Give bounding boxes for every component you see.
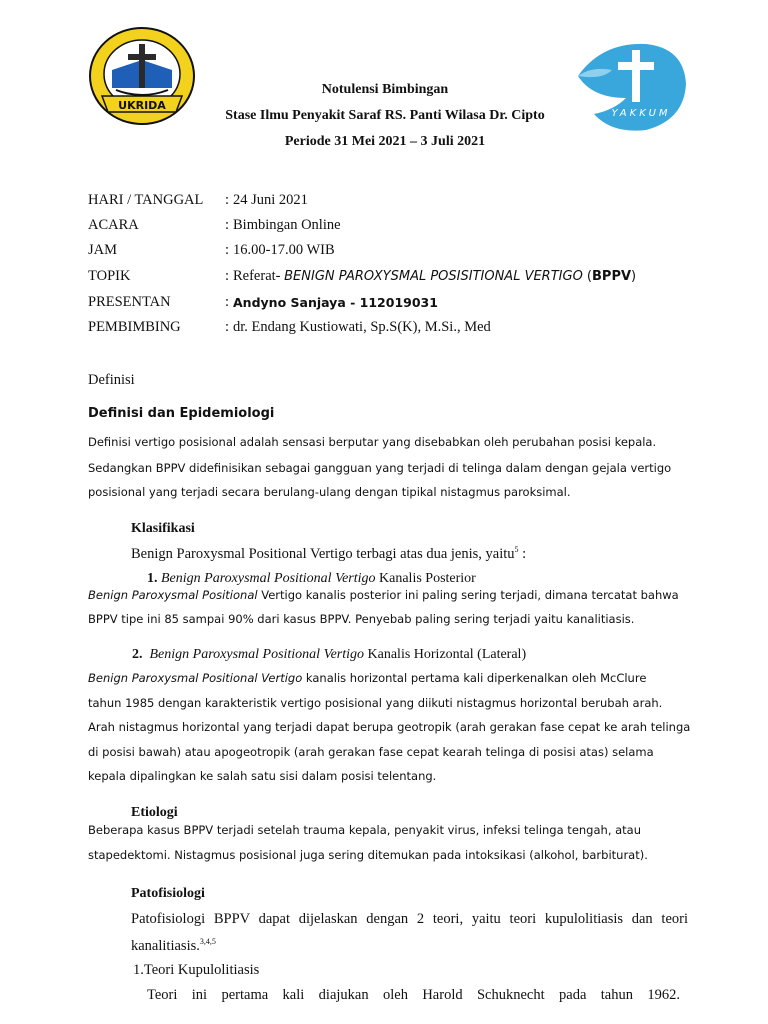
item1-line-2: BPPV tipe ini 85 sampai 90% dari kasus BPPV. Penyebab paling sering terjadi yaitu kanalitiasis. bbox=[88, 612, 635, 626]
acara-label: ACARA bbox=[88, 217, 139, 233]
ukrida-logo-text: UKRIDA bbox=[118, 99, 166, 112]
hari-colon: : bbox=[225, 192, 230, 208]
item2-line-3: Arah nistagmus horizontal yang terjadi dapat berupa geotropik (arah gerakan fase cepat ke arah telinga bbox=[88, 720, 691, 734]
patofisiologi-line-2-sup: 3,4,5 bbox=[199, 937, 216, 946]
pembimbing-label: PEMBIMBING bbox=[88, 319, 181, 335]
item2-num: 2. bbox=[132, 647, 143, 662]
definisi-heading: Definisi dan Epidemiologi bbox=[88, 406, 275, 421]
presentan-value: Andyno Sanjaya - 112019031 bbox=[233, 295, 438, 310]
header-period: Periode 31 Mei 2021 – 3 Juli 2021 bbox=[284, 134, 486, 149]
topik-bold: BPPV bbox=[592, 269, 632, 284]
etiologi-heading: Etiologi bbox=[131, 805, 178, 820]
item1-line-1-rest: Vertigo kanalis posterior ini paling sering terjadi, dimana tercatat bahwa bbox=[257, 588, 679, 602]
acara-colon: : bbox=[225, 217, 230, 233]
item2-line-5: kepala dipalingkan ke salah satu sisi dalam posisi telentang. bbox=[88, 769, 437, 783]
item1-heading bbox=[147, 571, 476, 587]
item2-line-1-italic: Benign Paroxysmal Positional Vertigo bbox=[88, 671, 303, 685]
header-subtitle: Stase Ilmu Penyakit Saraf RS. Panti Wilasa Dr. Cipto bbox=[225, 108, 545, 123]
hari-value: 24 Juni 2021 bbox=[233, 192, 308, 208]
patofisiologi-line-2-text: kanalitiasis. bbox=[131, 937, 200, 954]
presentan-label: PRESENTAN bbox=[88, 294, 171, 310]
topik-value bbox=[233, 268, 636, 285]
topik-prefix: Referat- bbox=[233, 268, 285, 284]
topik-italic: BENIGN PAROXYSMAL POSISITIONAL VERTIGO bbox=[284, 269, 583, 284]
etiologi-line-1: Beberapa kasus BPPV terjadi setelah trauma kepala, penyakit virus, infeksi telinga tengah, atau bbox=[88, 823, 642, 837]
acara-value: Bimbingan Online bbox=[233, 217, 341, 233]
item1-line-1 bbox=[88, 588, 679, 602]
item2-line-1 bbox=[88, 671, 646, 685]
item2-heading bbox=[132, 647, 526, 663]
item1-rest: Kanalis Posterior bbox=[375, 571, 476, 586]
item1-italic: Benign Paroxysmal Positional Vertigo bbox=[161, 571, 376, 586]
hari-label: HARI / TANGGAL bbox=[88, 192, 204, 208]
topik-label: TOPIK bbox=[88, 268, 131, 284]
topik-close: ) bbox=[631, 269, 637, 284]
klasifikasi-intro-sup: 5 bbox=[514, 545, 519, 554]
definisi-line-1: Definisi vertigo posisional adalah sensasi berputar yang disebabkan oleh perubahan posisi kepala. bbox=[88, 435, 657, 449]
patofisiologi-line-2 bbox=[131, 937, 216, 955]
klasifikasi-heading: Klasifikasi bbox=[131, 521, 195, 536]
item2-line-1-rest: kanalis horizontal pertama kali diperkenalkan oleh McClure bbox=[302, 671, 647, 685]
presentan-colon: : bbox=[225, 294, 230, 310]
topik-colon: : bbox=[225, 268, 230, 284]
pembimbing-value: dr. Endang Kustiowati, Sp.S(K), M.Si., Med bbox=[233, 319, 491, 335]
item2-line-4: di posisi bawah) atau apogeotropik (arah gerakan fase cepat kearah telinga di posisi atas) selama bbox=[88, 745, 654, 759]
patofisiologi-line-1: Patofisiologi BPPV dapat dijelaskan dengan 2 teori, yaitu teori kupulolitiasis dan teori bbox=[131, 911, 688, 927]
item1-num: 1. bbox=[147, 571, 158, 586]
teori-kupulolitiasis-text: Teori ini pertama kali diajukan oleh Harold Schuknecht pada tahun 1962. bbox=[147, 987, 680, 1003]
item2-rest: Kanalis Horizontal (Lateral) bbox=[364, 647, 527, 662]
header-title: Notulensi Bimbingan bbox=[321, 82, 449, 97]
item1-line-1-italic: Benign Paroxysmal Positional bbox=[88, 588, 258, 602]
definisi-title: Definisi bbox=[88, 372, 135, 388]
item2-line-2: tahun 1985 dengan karakteristik vertigo posisional yang diikuti nistagmus horizontal berubah arah. bbox=[88, 696, 663, 710]
klasifikasi-intro-end: : bbox=[518, 545, 527, 562]
teori-kupulolitiasis-heading: 1.Teori Kupulolitiasis bbox=[133, 962, 260, 978]
klasifikasi-intro-text: Benign Paroxysmal Positional Vertigo terbagi atas dua jenis, yaitu bbox=[131, 545, 515, 562]
definisi-line-3: posisional yang terjadi secara berulang-ulang dengan tipikal nistagmus paroksimal. bbox=[88, 485, 571, 499]
klasifikasi-intro bbox=[131, 545, 526, 563]
yakkum-logo-text: YAKKUM bbox=[611, 108, 671, 119]
pembimbing-colon: : bbox=[225, 319, 230, 335]
item2-italic: Benign Paroxysmal Positional Vertigo bbox=[149, 647, 365, 662]
jam-label: JAM bbox=[88, 242, 118, 258]
jam-colon: : bbox=[225, 242, 230, 258]
patofisiologi-heading: Patofisiologi bbox=[131, 886, 205, 901]
etiologi-line-2: stapedektomi. Nistagmus posisional juga sering ditemukan pada intoksikasi (alkohol, barbiturat). bbox=[88, 848, 648, 862]
definisi-line-2: Sedangkan BPPV didefinisikan sebagai gangguan yang terjadi di telinga dalam dengan gejala vertigo bbox=[88, 461, 672, 475]
jam-value: 16.00-17.00 WIB bbox=[233, 242, 335, 258]
topik-open: ( bbox=[582, 269, 593, 284]
